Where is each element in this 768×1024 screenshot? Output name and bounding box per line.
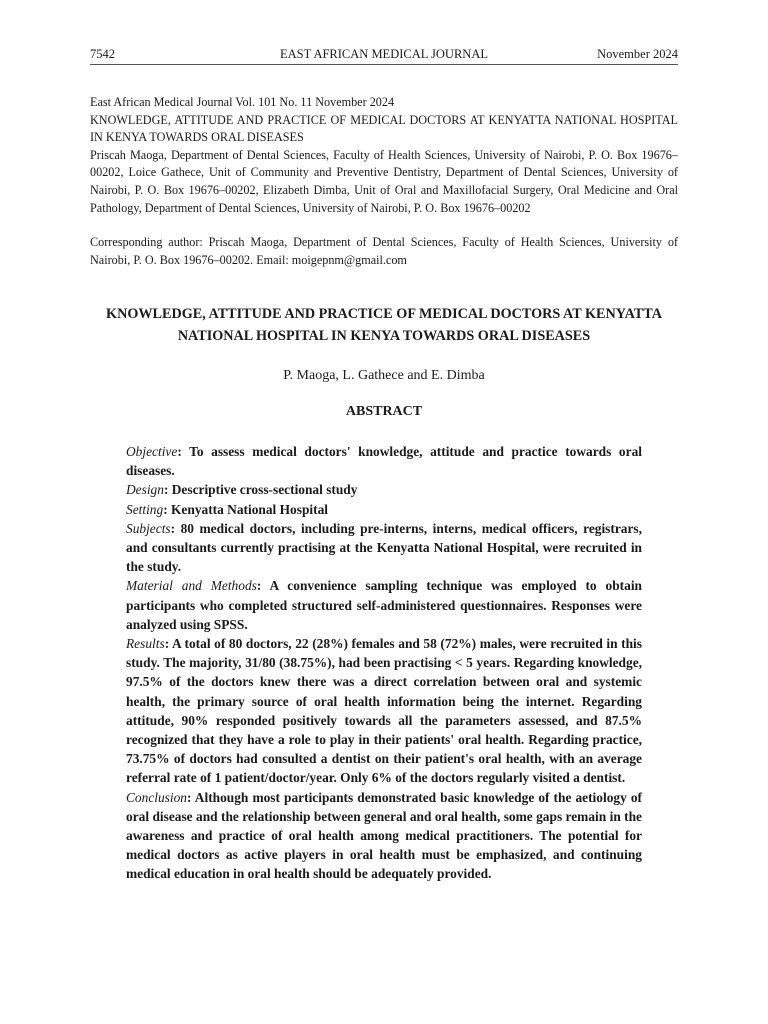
results-text: : A total of 80 doctors, 22 (28%) females and 58 (72%) males, were recruited in this study. The majority, 31/80 (38.75%), had been practising < 5 years. Regarding knowledge, 97.5% of the doctors knew there was a direct correlation between oral and systemic health, the primary source of oral health information being the internet. Regarding attitude, 90% responded positively towards all the parameters assessed, and 87.5% recognized that they have a role to play in their patients' oral health. Regarding practice, 73.75% of doctors had consulted a dentist on their patient's oral health, with an average referral rate of 1 patient/doctor/year. Only 6% of the doctors regularly visited a dentist. (126, 636, 642, 786)
design-text: : Descriptive cross-sectional study (163, 482, 358, 498)
results-label: Results (126, 636, 165, 652)
setting-text: : Kenyatta National Hospital (163, 501, 328, 517)
subjects-text: : 80 medical doctors, including pre-interns, interns, medical officers, registrars, and consultants currently practising at the Kenyatta National Hospital, were recruited in the study. (126, 520, 642, 575)
running-header (90, 46, 678, 65)
setting-label: Setting (126, 501, 164, 517)
design-label: Design (126, 482, 164, 498)
front-matter (90, 94, 678, 269)
subjects-label: Subjects (126, 520, 171, 536)
methods-label: Material and Methods (126, 578, 257, 594)
abstract-body (126, 442, 642, 884)
abstract-objective (126, 442, 642, 480)
abstract-conclusion (126, 788, 642, 884)
conclusion-text: : Although most participants demonstrated basic knowledge of the aetiology of oral disease and the relationship between general and oral health, some gaps remain in the awareness and practice of oral health among medical practitioners. The potential for medical doctors as active players in oral health must be emphasized, and continuing medical education in oral health should be adequately provided. (126, 789, 642, 882)
abstract-results (126, 634, 642, 788)
abstract-methods (126, 576, 642, 634)
objective-label: Objective (126, 444, 178, 459)
abstract-heading: ABSTRACT (345, 404, 423, 419)
article-authors: P. Maoga, L. Gathece and E. Dimba (283, 368, 485, 383)
citation-line: East African Medical Journal Vol. 101 No. 11 November 2024 (90, 95, 395, 109)
journal-name: EAST AFRICAN MEDICAL JOURNAL (279, 47, 488, 61)
running-title: KNOWLEDGE, ATTITUDE AND PRACTICE OF MEDICAL DOCTORS AT KENYATTA NATIONAL HOSPITAL IN KENYA TOWARDS ORAL DISEASES (90, 112, 678, 145)
issue-date: November 2024 (597, 47, 678, 61)
article-title: KNOWLEDGE, ATTITUDE AND PRACTICE OF MEDICAL DOCTORS AT KENYATTA NATIONAL HOSPITAL IN KENYA TOWARDS ORAL DISEASES (106, 306, 662, 344)
conclusion-label: Conclusion (126, 789, 188, 805)
corresponding-author: Corresponding author: Priscah Maoga, Department of Dental Sciences, Faculty of Health Sciences, University of Nairobi, P. O. Box 19676–00202. Email: moigepnm@gmail.com (90, 235, 678, 267)
abstract-subjects (126, 519, 642, 577)
page-number: 7542 (90, 47, 115, 61)
methods-text: : A convenience sampling technique was employed to obtain participants who completed structured self-administered questionnaires. Responses were analyzed using SPSS. (126, 578, 642, 632)
objective-text: : To assess medical doctors' knowledge, attitude and practice towards oral diseases. (126, 444, 642, 479)
abstract-design (126, 480, 642, 499)
abstract-setting (126, 500, 642, 519)
author-affiliations: Priscah Maoga, Department of Dental Sciences, Faculty of Health Sciences, University of Nairobi, P. O. Box 19676–00202, Loice Gathece, Unit of Community and Preventive Dentistry, Department of Dental Sciences, University of Nairobi, P. O. Box 19676–00202, Elizabeth Dimba, Unit of Oral and Maxillofacial Surgery, Oral Medicine and Oral Pathology, Department of Dental Sciences, University of Nairobi, P. O. Box 19676–00202 (90, 147, 678, 215)
